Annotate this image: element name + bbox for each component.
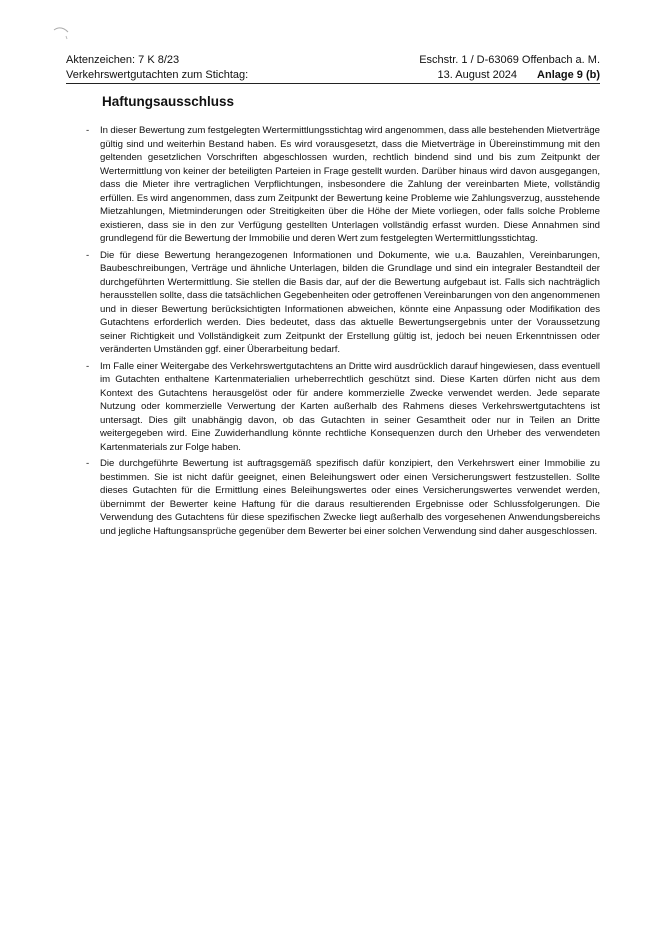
document-type: Verkehrswertgutachten zum Stichtag: [66, 69, 249, 81]
header-right-group [438, 68, 600, 83]
section-title: Haftungsausschluss [102, 94, 235, 109]
page-header [66, 53, 600, 84]
paragraph-map-copyright: Im Falle einer Weitergabe des Verkehrswertgutachtens an Dritte wird ausdrücklich darauf hingewiesen, dass eventuell im Gutachten enthaltene Kartenmaterialien urheberrechtlich geschützt sind. Diese Karten dürfen nicht aus dem Kontext des Gutachtens herausgelöst oder für andere kommerzielle Zwecke verwendet werden. Jede separate Nutzung oder kommerzielle Verwertung der Karten außerhalb des Rahmens dieses Verkehrswertgutachtens ist untersagt. Dies gilt unabhängig davon, ob das Gutachten in seiner Gesamtheit oder nur in Teilen an Dritte weitergegeben wird. Eine Zuwiderhandlung könnte rechtliche Konsequenzen durch den Urheber des verwendeten Kartenmaterials zur Folge haben. [100, 360, 600, 453]
bullet-dash: - [86, 458, 90, 469]
valuation-date: 13. August 2024 [437, 69, 518, 81]
bullet-dash: - [86, 249, 90, 261]
list-item [86, 457, 600, 538]
list-item [86, 360, 600, 455]
office-address: Eschstr. 1 / D-63069 Offenbach a. M. [419, 54, 600, 66]
scan-corner-mark [52, 22, 72, 42]
file-reference: Aktenzeichen: 7 K 8/23 [66, 54, 180, 66]
list-item [86, 124, 600, 246]
disclaimer-list [86, 124, 600, 541]
header-row-bottom [66, 68, 600, 84]
paragraph-source-documents: Die für diese Bewertung herangezogenen Informationen und Dokumente, wie u.a. Bauzahlen, Vereinbarungen, Baubeschreibungen, Verträge und ähnliche Unterlagen, bilden die Grundlage und sind ein integraler Bestandteil der durchgeführten Wertermittlung. Sie stellen die Basis dar, auf der die Bewertung aufgebaut ist. Falls sich nachträglich herausstellen sollte, dass die tatsächlichen Gegebenheiten oder getroffenen Vereinbarungen von den angenommenen und in dieser Bewertung berücksichtigten Informationen abweichen, könnte eine Anpassung oder Modifikation des Gutachtens erforderlich werden. Dies bedeutet, dass das aktuelle Bewertungsergebnis unter der Voraussetzung seiner Richtigkeit und Vollständigkeit zum Zeitpunkt der Erstellung gültig ist, jedoch bei neuen Erkenntnissen oder veränderten Umständen ggf. einer Überarbeitung bedarf. [100, 249, 600, 355]
bullet-dash: - [86, 360, 90, 372]
paragraph-purpose-limitation: Die durchgeführte Bewertung ist auftragsgemäß spezifisch dafür konzipiert, den Verkehrswert einer Immobilie zu bestimmen. Sie ist nicht dafür geeignet, einen Beleihungswert oder einen Versicherungswert festzustellen. Sollte dieses Gutachten für die Ermittlung eines Beleihungswertes oder eines Versicherungswertes verwendet werden, übernimmt der Bewerter keine Haftung für die daraus resultierenden Ergebnisse oder Schlussfolgerungen. Die Verwendung des Gutachtens für diese spezifischen Zwecke liegt außerhalb des vorgesehenen Anwendungsbereichs und jegliche Haftungsansprüche gegenüber dem Bewerter bei einer solchen Verwendung sind daher ausgeschlossen. [100, 458, 600, 537]
header-row-top [66, 53, 600, 68]
list-item [86, 249, 600, 357]
paragraph-tenancy-assumptions: In dieser Bewertung zum festgelegten Wertermittlungsstichtag wird angenommen, dass alle bestehenden Mietverträge gültig sind und weiterhin Bestand haben. Es wird vorausgesetzt, dass die Mietverträge in Übereinstimmung mit den geltenden gesetzlichen Vorschriften abgeschlossen wurden, rechtlich bindend sind und bis zum Zeitpunkt der Wertermittlung von keiner der beteiligten Parteien in Frage gestellt wurden. Darüber hinaus wird davon ausgegangen, dass die Mieter ihre vertraglichen Verpflichtungen, insbesondere die Zahlung der vereinbarten Miete, vollständig erfüllen. Es wird angenommen, dass zum Zeitpunkt der Bewertung keine Probleme wie Zahlungsverzug, ausstehende Mietzahlungen, Mietminderungen oder Streitigkeiten über die Höhe der Miete vorliegen, oder falls solche Probleme existieren, dass sie in den zur Verfügung gestellten Unterlagen vollständig erfasst wurden. Diese Annahmen sind grundlegend für die Bewertung der Immobilie und deren Wert zum festgelegten Wertermittlungsstichtag. [100, 125, 600, 244]
bullet-dash: - [86, 125, 90, 136]
annex-label: Anlage 9 (b) [537, 69, 600, 81]
